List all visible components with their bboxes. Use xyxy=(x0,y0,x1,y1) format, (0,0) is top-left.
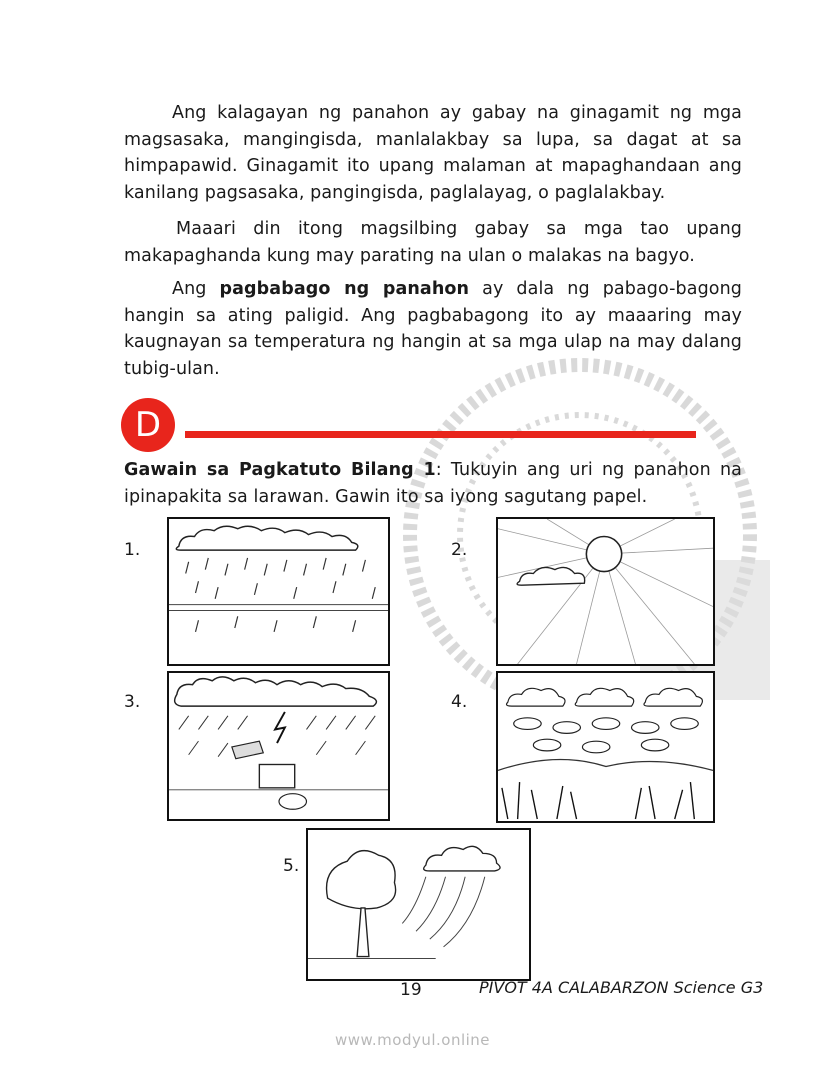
intro-paragraph-3: Ang pagbabago ng panahon ay dala ng pabago-bagong hangin sa ating paligid. Ang pagbabagong ito ay maaaring may kaugnayan sa temperatura ng hangin at sa mga ulap na may dalang tubig-ulan. xyxy=(124,279,742,379)
item-number-2: 2. xyxy=(451,540,468,560)
intro-paragraph-1: Ang kalagayan ng panahon ay gabay na ginagamit ng mga magsasaka, mangingisda, manlalakbay sa lupa, sa dagat at sa himpapawid. Ginagamit ito upang malaman at mapaghandaan ang kanilang pagsasaka, pangingisda, paglalayag, o paglalakbay. xyxy=(124,103,742,203)
task-paragraph xyxy=(124,457,742,510)
cloudy-weather-icon xyxy=(496,671,715,823)
item-number-1: 1. xyxy=(124,540,141,560)
rainy-weather-icon xyxy=(167,517,390,666)
intro-paragraph-2: Maaari din itong magsilbing gabay sa mga tao upang makapaghanda kung may parating na ulan o malakas na bagyo. xyxy=(124,219,742,266)
footer-reference: PIVOT 4A CALABARZON Science G3 xyxy=(479,978,764,997)
stormy-weather-icon xyxy=(167,671,390,821)
section-badge: D xyxy=(121,398,175,452)
item-number-3: 3. xyxy=(124,692,141,712)
key-term: pagbabago ng panahon xyxy=(219,279,470,299)
sunny-weather-icon xyxy=(496,517,715,666)
task-title: Gawain sa Pagkatuto Bilang 1 xyxy=(124,460,436,480)
windy-weather-icon xyxy=(306,828,531,981)
site-watermark: www.modyul.online xyxy=(334,1031,491,1049)
page-number: 19 xyxy=(400,980,422,1000)
item-number-4: 4. xyxy=(451,692,468,712)
task-instruction: : Tukuyin ang uri ng panahon na ipinapakita sa larawan. Gawin ito sa iyong sagutang papel. xyxy=(124,460,742,507)
item-number-5: 5. xyxy=(283,856,300,876)
section-divider xyxy=(185,431,696,438)
